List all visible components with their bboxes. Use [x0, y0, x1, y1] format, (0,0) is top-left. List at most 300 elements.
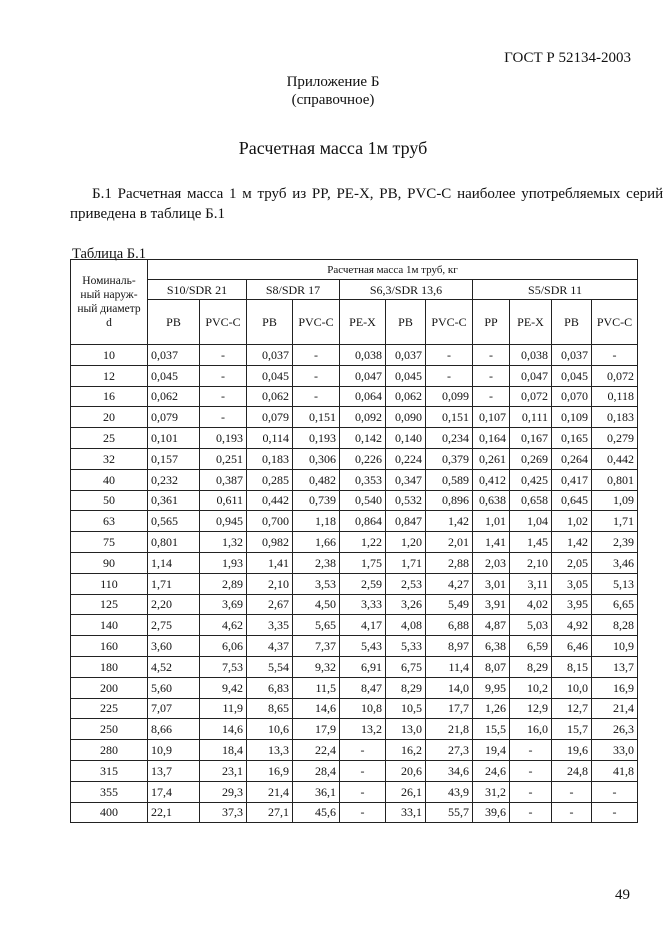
mass-cell: -: [340, 781, 386, 802]
mass-cell: 1,41: [247, 552, 293, 573]
mass-cell: 2,05: [552, 552, 592, 573]
mass-cell: 0,037: [552, 345, 592, 366]
mass-cell: 5,54: [247, 656, 293, 677]
table-row: [71, 469, 638, 490]
mass-cell: 4,52: [148, 656, 200, 677]
mass-cell: 6,65: [592, 594, 638, 615]
mass-cell: 6,91: [340, 656, 386, 677]
mass-cell: 33,0: [592, 740, 638, 761]
material-column-header: PE-X: [340, 300, 386, 345]
mass-cell: 14,0: [426, 677, 473, 698]
mass-cell: 8,29: [386, 677, 426, 698]
mass-cell: 0,982: [247, 532, 293, 553]
mass-cell: 3,35: [247, 615, 293, 636]
table-row: [71, 386, 638, 407]
mass-cell: -: [340, 802, 386, 823]
series-group-header: S8/SDR 17: [247, 280, 340, 300]
mass-cell: 18,4: [200, 740, 247, 761]
mass-cell: 1,01: [473, 511, 510, 532]
mass-cell: 5,03: [510, 615, 552, 636]
mass-cell: 12,9: [510, 698, 552, 719]
mass-cell: 0,261: [473, 448, 510, 469]
mass-cell: 45,6: [293, 802, 340, 823]
mass-cell: 4,50: [293, 594, 340, 615]
table-row: [71, 448, 638, 469]
mass-cell: 1,41: [473, 532, 510, 553]
diameter-cell: 355: [71, 781, 148, 802]
diameter-header: Номиналь-ный наруж-ный диаметр d: [71, 260, 148, 345]
mass-cell: 0,045: [148, 365, 200, 386]
table-row: [71, 511, 638, 532]
mass-cell: -: [510, 802, 552, 823]
mass-cell: 1,75: [340, 552, 386, 573]
mass-cell: 0,193: [200, 428, 247, 449]
mass-cell: 0,151: [426, 407, 473, 428]
mass-cell: 0,038: [340, 345, 386, 366]
mass-cell: 0,224: [386, 448, 426, 469]
table-row: [71, 656, 638, 677]
mass-cell: 0,226: [340, 448, 386, 469]
appendix-title: Приложение Б: [286, 74, 380, 90]
mass-cell: 26,1: [386, 781, 426, 802]
mass-cell: -: [592, 345, 638, 366]
diameter-cell: 140: [71, 615, 148, 636]
mass-cell: 2,39: [592, 532, 638, 553]
mass-cell: 4,27: [426, 573, 473, 594]
mass-cell: 10,2: [510, 677, 552, 698]
mass-cell: 1,42: [426, 511, 473, 532]
mass-cell: 36,1: [293, 781, 340, 802]
mass-cell: 2,10: [510, 552, 552, 573]
mass-cell: 4,37: [247, 636, 293, 657]
mass-cell: 6,88: [426, 615, 473, 636]
mass-cell: 3,95: [552, 594, 592, 615]
mass-cell: 0,347: [386, 469, 426, 490]
mass-cell: 0,099: [426, 386, 473, 407]
mass-cell: 4,87: [473, 615, 510, 636]
diameter-cell: 32: [71, 448, 148, 469]
mass-cell: 15,7: [552, 719, 592, 740]
mass-cell: 6,46: [552, 636, 592, 657]
mass-cell: 5,13: [592, 573, 638, 594]
mass-cell: 16,9: [592, 677, 638, 698]
mass-cell: -: [200, 407, 247, 428]
mass-cell: -: [340, 760, 386, 781]
material-column-header: PB: [552, 300, 592, 345]
table-row: [71, 490, 638, 511]
mass-cell: 0,864: [340, 511, 386, 532]
mass-cell: 39,6: [473, 802, 510, 823]
mass-cell: 0,107: [473, 407, 510, 428]
diameter-cell: 63: [71, 511, 148, 532]
mass-cell: 12,7: [552, 698, 592, 719]
mass-cell: 2,75: [148, 615, 200, 636]
mass-cell: 23,1: [200, 760, 247, 781]
mass-cell: 5,43: [340, 636, 386, 657]
diameter-cell: 110: [71, 573, 148, 594]
mass-cell: 0,847: [386, 511, 426, 532]
mass-cell: 13,0: [386, 719, 426, 740]
mass-cell: 0,101: [148, 428, 200, 449]
mass-cell: 8,47: [340, 677, 386, 698]
mass-cell: 0,164: [473, 428, 510, 449]
mass-cell: 0,412: [473, 469, 510, 490]
table-row: [71, 345, 638, 366]
mass-cell: 19,6: [552, 740, 592, 761]
table-row: [71, 698, 638, 719]
table-row: [71, 532, 638, 553]
material-column-header: PVC-C: [293, 300, 340, 345]
mass-cell: 0,062: [386, 386, 426, 407]
mass-cell: 0,070: [552, 386, 592, 407]
mass-cell: 21,8: [426, 719, 473, 740]
mass-cell: -: [510, 781, 552, 802]
pipe-mass-table: [70, 259, 638, 823]
mass-cell: 0,279: [592, 428, 638, 449]
mass-cell: 0,045: [552, 365, 592, 386]
mass-cell: 0,045: [247, 365, 293, 386]
diameter-cell: 12: [71, 365, 148, 386]
material-column-row: [71, 300, 638, 345]
mass-cell: 0,140: [386, 428, 426, 449]
diameter-cell: 315: [71, 760, 148, 781]
mass-cell: 0,700: [247, 511, 293, 532]
mass-cell: 3,91: [473, 594, 510, 615]
paragraph-line-1: Б.1 Расчетная масса 1 м труб из PP, PE-X, PB, PVC-C наиболее употребляемых серий: [92, 186, 664, 202]
mass-cell: 13,2: [340, 719, 386, 740]
mass-cell: 0,151: [293, 407, 340, 428]
mass-cell: 1,26: [473, 698, 510, 719]
mass-cell: 0,442: [592, 448, 638, 469]
series-group-row: [71, 280, 638, 300]
mass-cell: -: [200, 365, 247, 386]
mass-cell: 0,361: [148, 490, 200, 511]
mass-cell: 3,33: [340, 594, 386, 615]
mass-cell: 0,306: [293, 448, 340, 469]
mass-cell: 0,482: [293, 469, 340, 490]
mass-cell: -: [473, 365, 510, 386]
table-row: [71, 677, 638, 698]
mass-cell: 1,18: [293, 511, 340, 532]
table-container: [70, 259, 638, 823]
mass-cell: 27,3: [426, 740, 473, 761]
mass-cell: 13,7: [148, 760, 200, 781]
mass-cell: 6,83: [247, 677, 293, 698]
mass-cell: 0,234: [426, 428, 473, 449]
mass-cell: -: [293, 345, 340, 366]
mass-cell: 0,183: [592, 407, 638, 428]
table-row: [71, 594, 638, 615]
mass-cell: 17,7: [426, 698, 473, 719]
table-row: [71, 760, 638, 781]
mass-cell: 15,5: [473, 719, 510, 740]
table-row: [71, 615, 638, 636]
mass-cell: 16,2: [386, 740, 426, 761]
mass-cell: 0,611: [200, 490, 247, 511]
mass-cell: 1,71: [592, 511, 638, 532]
material-column-header: PB: [386, 300, 426, 345]
mass-cell: 1,02: [552, 511, 592, 532]
mass-cell: 2,38: [293, 552, 340, 573]
mass-cell: 5,49: [426, 594, 473, 615]
mass-cell: 8,65: [247, 698, 293, 719]
mass-cell: 0,565: [148, 511, 200, 532]
mass-cell: 0,118: [592, 386, 638, 407]
mass-cell: 8,15: [552, 656, 592, 677]
material-column-header: PVC-C: [200, 300, 247, 345]
material-column-header: PB: [247, 300, 293, 345]
table-row: [71, 552, 638, 573]
mass-cell: 4,62: [200, 615, 247, 636]
mass-cell: 0,264: [552, 448, 592, 469]
mass-cell: 26,3: [592, 719, 638, 740]
mass-cell: 6,59: [510, 636, 552, 657]
mass-cell: 1,66: [293, 532, 340, 553]
mass-cell: 0,064: [340, 386, 386, 407]
mass-cell: 0,038: [510, 345, 552, 366]
mass-cell: 7,37: [293, 636, 340, 657]
mass-cell: 0,442: [247, 490, 293, 511]
mass-cell: 28,4: [293, 760, 340, 781]
mass-cell: 11,4: [426, 656, 473, 677]
mass-cell: 0,111: [510, 407, 552, 428]
mass-cell: 0,047: [510, 365, 552, 386]
mass-cell: 10,9: [148, 740, 200, 761]
mass-cell: 55,7: [426, 802, 473, 823]
mass-cell: -: [473, 345, 510, 366]
mass-cell: 0,157: [148, 448, 200, 469]
mass-cell: 43,9: [426, 781, 473, 802]
diameter-cell: 200: [71, 677, 148, 698]
diameter-cell: 16: [71, 386, 148, 407]
mass-cell: 0,165: [552, 428, 592, 449]
mass-cell: 8,28: [592, 615, 638, 636]
material-column-header: PB: [148, 300, 200, 345]
mass-cell: 24,6: [473, 760, 510, 781]
mass-cell: 20,6: [386, 760, 426, 781]
mass-cell: 0,638: [473, 490, 510, 511]
table-row: [71, 719, 638, 740]
diameter-cell: 10: [71, 345, 148, 366]
mass-cell: 0,540: [340, 490, 386, 511]
mass-cell: -: [592, 802, 638, 823]
mass-cell: 0,142: [340, 428, 386, 449]
mass-cell: -: [552, 802, 592, 823]
material-column-header: PE-X: [510, 300, 552, 345]
table-row: [71, 636, 638, 657]
mass-cell: 9,42: [200, 677, 247, 698]
mass-cell: 0,037: [386, 345, 426, 366]
mass-cell: 33,1: [386, 802, 426, 823]
mass-cell: 11,9: [200, 698, 247, 719]
mass-cell: 6,75: [386, 656, 426, 677]
mass-cell: 2,01: [426, 532, 473, 553]
mass-cell: 2,67: [247, 594, 293, 615]
mass-cell: 2,59: [340, 573, 386, 594]
mass-cell: 0,801: [148, 532, 200, 553]
mass-cell: 7,07: [148, 698, 200, 719]
mass-cell: 41,8: [592, 760, 638, 781]
mass-cell: 3,46: [592, 552, 638, 573]
series-group-header: S6,3/SDR 13,6: [340, 280, 473, 300]
mass-cell: 5,33: [386, 636, 426, 657]
mass-cell: 22,1: [148, 802, 200, 823]
table-body: [71, 345, 638, 823]
mass-cell: 0,092: [340, 407, 386, 428]
mass-cell: 0,037: [247, 345, 293, 366]
mass-cell: 4,08: [386, 615, 426, 636]
mass-cell: 1,22: [340, 532, 386, 553]
mass-cell: 0,183: [247, 448, 293, 469]
mass-cell: 0,037: [148, 345, 200, 366]
mass-cell: 0,589: [426, 469, 473, 490]
mass-cell: 21,4: [247, 781, 293, 802]
mass-cell: 2,53: [386, 573, 426, 594]
diameter-cell: 75: [71, 532, 148, 553]
mass-cell: 31,2: [473, 781, 510, 802]
diameter-cell: 20: [71, 407, 148, 428]
mass-cell: 16,0: [510, 719, 552, 740]
table-row: [71, 365, 638, 386]
mass-cell: 3,53: [293, 573, 340, 594]
mass-cell: 0,045: [386, 365, 426, 386]
mass-cell: -: [340, 740, 386, 761]
mass-cell: -: [552, 781, 592, 802]
mass-cell: -: [293, 365, 340, 386]
mass-cell: 14,6: [200, 719, 247, 740]
mass-cell: 0,425: [510, 469, 552, 490]
mass-cell: 8,66: [148, 719, 200, 740]
mass-cell: 0,079: [148, 407, 200, 428]
mass-cell: 3,69: [200, 594, 247, 615]
table-row: [71, 781, 638, 802]
page-title: Расчетная масса 1м труб: [238, 138, 428, 158]
mass-cell: 9,95: [473, 677, 510, 698]
mass-cell: 37,3: [200, 802, 247, 823]
mass-cell: 9,32: [293, 656, 340, 677]
mass-header: Расчетная масса 1м труб, кг: [148, 260, 638, 280]
mass-cell: 1,42: [552, 532, 592, 553]
material-column-header: PVC-C: [592, 300, 638, 345]
page-number: 49: [615, 887, 630, 903]
diameter-cell: 400: [71, 802, 148, 823]
mass-cell: 0,379: [426, 448, 473, 469]
diameter-cell: 40: [71, 469, 148, 490]
mass-cell: 10,0: [552, 677, 592, 698]
diameter-cell: 50: [71, 490, 148, 511]
mass-cell: 0,532: [386, 490, 426, 511]
mass-cell: 0,285: [247, 469, 293, 490]
mass-cell: 6,06: [200, 636, 247, 657]
mass-cell: 0,193: [293, 428, 340, 449]
mass-cell: 0,658: [510, 490, 552, 511]
mass-cell: 0,417: [552, 469, 592, 490]
table-row: [71, 573, 638, 594]
mass-cell: 10,9: [592, 636, 638, 657]
mass-cell: 0,387: [200, 469, 247, 490]
mass-cell: -: [592, 781, 638, 802]
mass-cell: -: [510, 740, 552, 761]
mass-cell: 11,5: [293, 677, 340, 698]
mass-cell: 0,251: [200, 448, 247, 469]
document-code: ГОСТ Р 52134-2003: [504, 50, 631, 66]
mass-cell: 16,9: [247, 760, 293, 781]
mass-cell: 2,88: [426, 552, 473, 573]
mass-cell: 0,062: [247, 386, 293, 407]
mass-cell: 10,6: [247, 719, 293, 740]
mass-cell: -: [200, 386, 247, 407]
mass-cell: 4,02: [510, 594, 552, 615]
mass-cell: 3,11: [510, 573, 552, 594]
table-row: [71, 802, 638, 823]
mass-cell: 0,114: [247, 428, 293, 449]
mass-cell: 0,072: [592, 365, 638, 386]
mass-cell: 3,60: [148, 636, 200, 657]
mass-cell: 19,4: [473, 740, 510, 761]
material-column-header: PVC-C: [426, 300, 473, 345]
mass-cell: 29,3: [200, 781, 247, 802]
mass-cell: 21,4: [592, 698, 638, 719]
mass-cell: 5,65: [293, 615, 340, 636]
mass-cell: 1,32: [200, 532, 247, 553]
table-row: [71, 740, 638, 761]
mass-cell: -: [510, 760, 552, 781]
mass-cell: 24,8: [552, 760, 592, 781]
mass-cell: 0,896: [426, 490, 473, 511]
mass-cell: 2,20: [148, 594, 200, 615]
mass-cell: 5,60: [148, 677, 200, 698]
mass-cell: 8,07: [473, 656, 510, 677]
mass-cell: 0,353: [340, 469, 386, 490]
mass-cell: 0,062: [148, 386, 200, 407]
mass-cell: 3,05: [552, 573, 592, 594]
mass-cell: 1,45: [510, 532, 552, 553]
mass-cell: -: [426, 365, 473, 386]
mass-cell: -: [200, 345, 247, 366]
mass-cell: 0,079: [247, 407, 293, 428]
mass-cell: 8,97: [426, 636, 473, 657]
mass-cell: 7,53: [200, 656, 247, 677]
table-row: [71, 407, 638, 428]
diameter-cell: 250: [71, 719, 148, 740]
mass-cell: 17,9: [293, 719, 340, 740]
mass-cell: 0,801: [592, 469, 638, 490]
mass-cell: 14,6: [293, 698, 340, 719]
mass-cell: 6,38: [473, 636, 510, 657]
diameter-cell: 90: [71, 552, 148, 573]
mass-cell: 22,4: [293, 740, 340, 761]
mass-cell: 34,6: [426, 760, 473, 781]
appendix-subtitle: (справочное): [291, 92, 375, 108]
mass-cell: 0,232: [148, 469, 200, 490]
mass-cell: 0,072: [510, 386, 552, 407]
mass-cell: 27,1: [247, 802, 293, 823]
diameter-cell: 225: [71, 698, 148, 719]
mass-cell: -: [426, 345, 473, 366]
mass-cell: 13,3: [247, 740, 293, 761]
mass-cell: 1,04: [510, 511, 552, 532]
mass-cell: 0,047: [340, 365, 386, 386]
diameter-cell: 125: [71, 594, 148, 615]
diameter-cell: 25: [71, 428, 148, 449]
mass-cell: 17,4: [148, 781, 200, 802]
mass-cell: 1,71: [386, 552, 426, 573]
paragraph-line-2: приведена в таблице Б.1: [70, 206, 226, 222]
mass-cell: 10,8: [340, 698, 386, 719]
mass-cell: 3,26: [386, 594, 426, 615]
diameter-cell: 280: [71, 740, 148, 761]
mass-cell: 0,269: [510, 448, 552, 469]
